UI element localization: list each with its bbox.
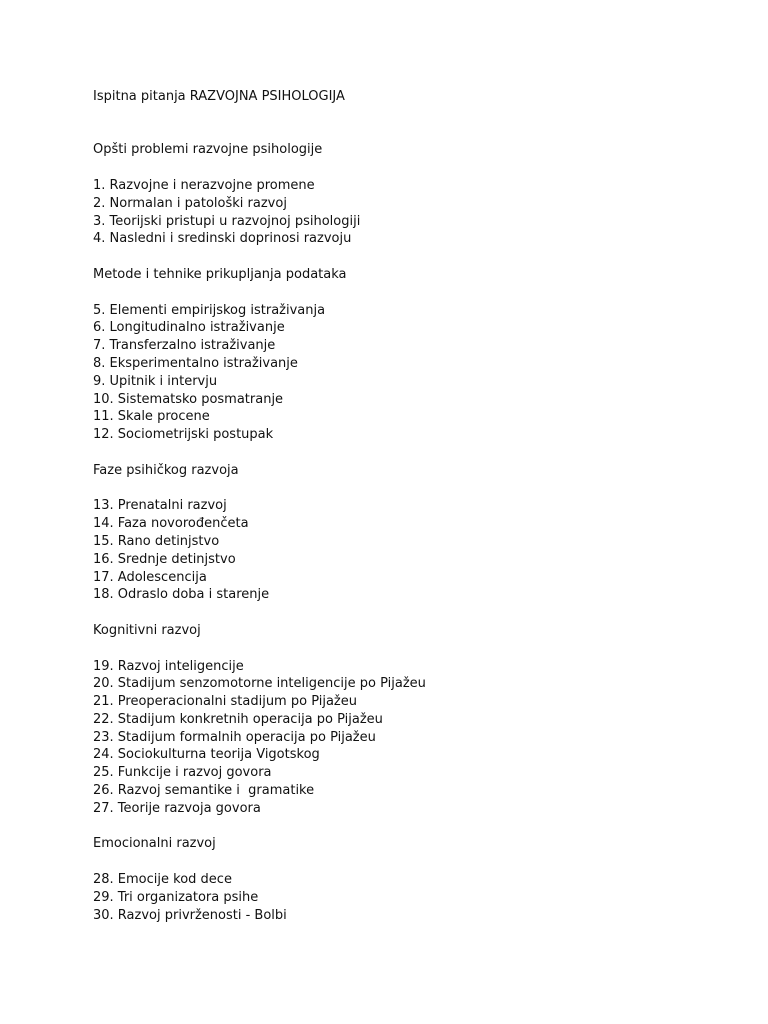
section-general-problems: [93, 141, 733, 248]
list-item: 30. Razvoj privrženosti - Bolbi: [93, 907, 287, 923]
list-item: 28. Emocije kod dece: [93, 872, 232, 888]
section-development-phases: [93, 462, 733, 604]
section-emotional-development: [93, 835, 733, 924]
list-item: 8. Eksperimentalno istraživanje: [93, 355, 298, 371]
document-body: [93, 88, 733, 924]
list-item: 10. Sistematsko posmatranje: [93, 391, 284, 407]
list-item: 5. Elementi empirijskog istraživanja: [93, 302, 326, 318]
section-methods: [93, 266, 733, 444]
list-item: 19. Razvoj inteligencije: [93, 658, 244, 674]
list-item: 18. Odraslo doba i starenje: [93, 587, 270, 603]
section-title: Faze psihičkog razvoja: [93, 462, 239, 478]
list-item: 16. Srednje detinjstvo: [93, 551, 236, 567]
list-item: 20. Stadijum senzomotorne inteligencije po Pijažeu: [93, 676, 426, 692]
list-item: 9. Upitnik i intervju: [93, 373, 218, 389]
section-cognitive-development: [93, 622, 733, 818]
list-item: 13. Prenatalni razvoj: [93, 498, 227, 514]
list-item: 11. Skale procene: [93, 409, 210, 425]
list-item: 23. Stadijum formalnih operacija po Pijažeu: [93, 729, 376, 745]
list-item: 22. Stadijum konkretnih operacija po Pijažeu: [93, 711, 383, 727]
list-item: 24. Sociokulturna teorija Vigotskog: [93, 747, 320, 763]
list-item: 29. Tri organizatora psihe: [93, 889, 259, 905]
list-item: 21. Preoperacionalni stadijum po Pijažeu: [93, 694, 357, 710]
list-item: 15. Rano detinjstvo: [93, 533, 220, 549]
section-title: Metode i tehnike prikupljanja podataka: [93, 266, 347, 282]
document-title: Ispitna pitanja RAZVOJNA PSIHOLOGIJA: [93, 89, 345, 104]
list-item: 12. Sociometrijski postupak: [93, 427, 274, 443]
list-item: 4. Nasledni i sredinski doprinosi razvoju: [93, 231, 352, 247]
section-title: Kognitivni razvoj: [93, 622, 201, 638]
list-item: 3. Teorijski pristupi u razvojnoj psihologiji: [93, 213, 361, 229]
list-item: 17. Adolescencija: [93, 569, 207, 585]
list-item: 26. Razvoj semantike i gramatike: [93, 783, 315, 799]
list-item: 2. Normalan i patološki razvoj: [93, 195, 287, 211]
list-item: 27. Teorije razvoja govora: [93, 800, 261, 816]
list-item: 7. Transferzalno istraživanje: [93, 338, 276, 354]
list-item: 1. Razvojne i nerazvojne promene: [93, 177, 315, 193]
section-title: Opšti problemi razvojne psihologije: [93, 142, 323, 158]
list-item: 25. Funkcije i razvoj govora: [93, 765, 272, 781]
list-item: 6. Longitudinalno istraživanje: [93, 320, 285, 336]
section-title: Emocionalni razvoj: [93, 836, 216, 852]
list-item: 14. Faza novorođenčeta: [93, 516, 249, 532]
